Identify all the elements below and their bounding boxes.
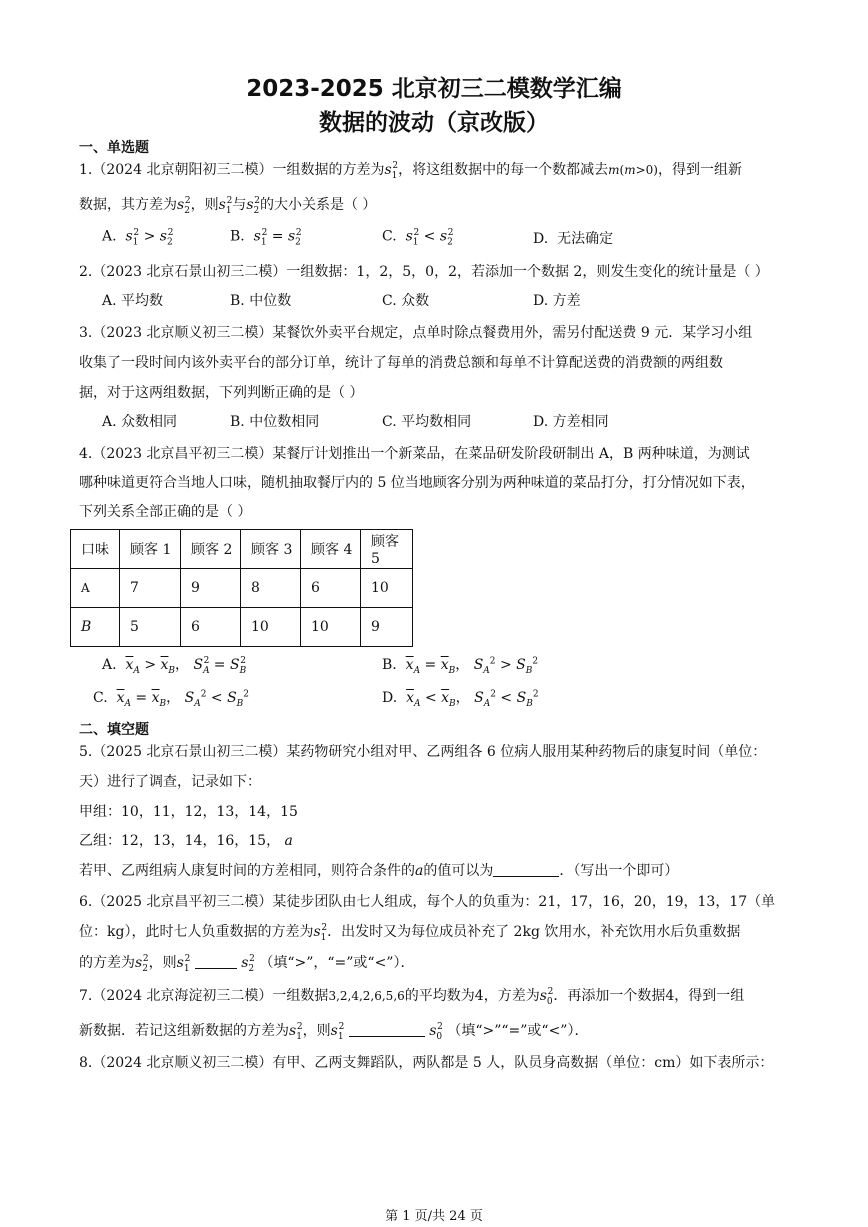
q4-option-d[interactable]: D. $\overline{x}_A < \overline{x}_B$， $S_A^2 < S_B^2$ [382, 689, 539, 709]
table-cell: 9 [181, 569, 241, 608]
table-header-row [71, 530, 413, 569]
question-1-line-2: 数据，其方差为$s_2^2$，则$s_1^2$与$s_2^2$的大小关系是（ ） [79, 196, 377, 216]
q4-option-a[interactable]: A. $\overline{x}_A > \overline{x}_B$， $S_A^2 = S_B^2$ [102, 656, 247, 676]
table-header-cell: 口味 [71, 530, 120, 569]
question-4-line-3: 下列关系全部正确的是（ ） [79, 504, 252, 520]
question-8-line-1: 8.（2024 北京顺义初三二模）有甲、乙两支舞蹈队，两队都是 5 人，队员身高数据（单位：cm）如下表所示： [79, 1055, 774, 1071]
question-3-line-2: 收集了一段时间内该外卖平台的部分订单，统计了每单的消费总额和每单不计算配送费的消费额的两组数 [79, 355, 723, 371]
q3-option-b[interactable]: B. 中位数相同 [230, 414, 320, 430]
q4-score-table [70, 529, 413, 647]
answer-blank[interactable] [493, 862, 559, 877]
question-5-line-3: 甲组：10，11，12，13，14，15 [79, 804, 298, 820]
question-5-line-5: 若甲、乙两组病人康复时间的方差相同，则符合条件的a的值可以为 ．（写出一个即可） [79, 863, 679, 879]
table-cell: 6 [181, 608, 241, 647]
page-footer: 第 1 页/共 24 页 [385, 1209, 483, 1224]
table-header-cell: 顾客 3 [241, 530, 301, 569]
question-7-line-1: 7.（2024 北京海淀初三二模）一组数据3,2,4,2,6,5,6的平均数为4，方差为$s_0^2$．再添加一个数据4，得到一组 [79, 987, 745, 1007]
question-6-line-2: 位：kg），此时七人负重数据的方差为$s_1^2$．出发时又为每位成员补充了 2kg 饮用水，补充饮用水后负重数据 [79, 923, 741, 943]
question-2-line-1: 2.（2023 北京石景山初三二模）一组数据：1，2，5，0，2，若添加一个数据 2，则发生变化的统计量是（ ） [79, 264, 769, 280]
q2-option-a[interactable]: A. 平均数 [102, 293, 164, 309]
q1-option-b[interactable]: B. $s_1^2 = s_2^2$ [230, 228, 302, 248]
question-4-line-2: 哪种味道更符合当地人口味，随机抽取餐厅内的 5 位当地顾客分别为两种味道的菜品打分，打分情况如下表， [79, 475, 755, 491]
q3-option-d[interactable]: D. 方差相同 [533, 414, 609, 430]
q2-option-d[interactable]: D. 方差 [533, 293, 581, 309]
answer-blank[interactable] [349, 1022, 425, 1037]
q2-option-b[interactable]: B. 中位数 [230, 293, 292, 309]
table-header-cell: 顾客 1 [120, 530, 181, 569]
table-cell: 10 [301, 608, 361, 647]
question-5-line-4: 乙组：12，13，14，16，15， a [79, 833, 293, 849]
question-6-line-3: 的方差为$s_2^2$，则$s_1^2$ $s_2^2$ （填“>”，“=”或“<”）． [79, 954, 415, 974]
table-cell: 9 [361, 608, 413, 647]
question-6-line-1: 6.（2025 北京昌平初三二模）某徒步团队由七人组成，每个人的负重为：21，17，16，20，19，13，17（单 [79, 894, 776, 910]
table-cell: 8 [241, 569, 301, 608]
table-row [71, 608, 413, 647]
table-cell: B [71, 608, 120, 647]
q2-option-c[interactable]: C. 众数 [382, 293, 430, 309]
question-5-line-1: 5.（2025 北京石景山初三二模）某药物研究小组对甲、乙两组各 6 位病人服用某种药物后的康复时间（单位： [79, 744, 767, 760]
table-header-cell: 顾客 4 [301, 530, 361, 569]
table-cell: 10 [361, 569, 413, 608]
table-header-cell: 顾客 2 [181, 530, 241, 569]
section-heading-single-choice: 一、单选题 [79, 140, 149, 156]
question-3-line-3: 据，对于这两组数据，下列判断正确的是（ ） [79, 385, 364, 401]
page-title-line1: 2023-2025 北京初三二模数学汇编 [246, 76, 622, 102]
page-title-line2: 数据的波动（京改版） [319, 110, 549, 136]
table-header-cell: 顾客 5 [361, 530, 413, 569]
q1-option-a[interactable]: A. $s_1^2 > s_2^2$ [102, 228, 174, 248]
table-cell: 7 [120, 569, 181, 608]
q4-option-b[interactable]: B. $\overline{x}_A = \overline{x}_B$， $S_A^2 > S_B^2$ [382, 656, 539, 676]
table-row [71, 569, 413, 608]
answer-blank[interactable] [195, 954, 237, 969]
question-4-line-1: 4.（2023 北京昌平初三二模）某餐厅计划推出一个新菜品，在菜品研发阶段研制出 A，B 两种味道，为测试 [79, 446, 750, 462]
section-heading-fill-blank: 二、填空题 [79, 722, 149, 738]
q1-option-d[interactable]: D. 无法确定 [533, 231, 614, 247]
q1-option-c[interactable]: C. $s_1^2 < s_2^2$ [382, 228, 454, 248]
question-7-line-2: 新数据．若记这组新数据的方差为$s_1^2$，则$s_1^2$ $s_0^2$ （填“>”“=”或“<”）． [79, 1022, 589, 1042]
question-5-line-2: 天）进行了调查，记录如下： [79, 774, 261, 790]
q4-option-c[interactable]: C. $\overline{x}_A = \overline{x}_B$， $S_A^2 < S_B^2$ [93, 689, 250, 709]
question-3-line-1: 3.（2023 北京顺义初三二模）某餐饮外卖平台规定，点单时除点餐费用外，需另付配送费 9 元．某学习小组 [79, 325, 753, 341]
q3-option-c[interactable]: C. 平均数相同 [382, 414, 472, 430]
table-cell: 6 [301, 569, 361, 608]
table-cell: 5 [120, 608, 181, 647]
question-1-line-1: 1.（2024 北京朝阳初三二模）一组数据的方差为$s_1^2$，将这组数据中的每一个数都减去m(m>0)，得到一组新 [79, 161, 742, 181]
q3-option-a[interactable]: A. 众数相同 [102, 414, 178, 430]
table-cell: 10 [241, 608, 301, 647]
table-cell: A [71, 569, 120, 608]
